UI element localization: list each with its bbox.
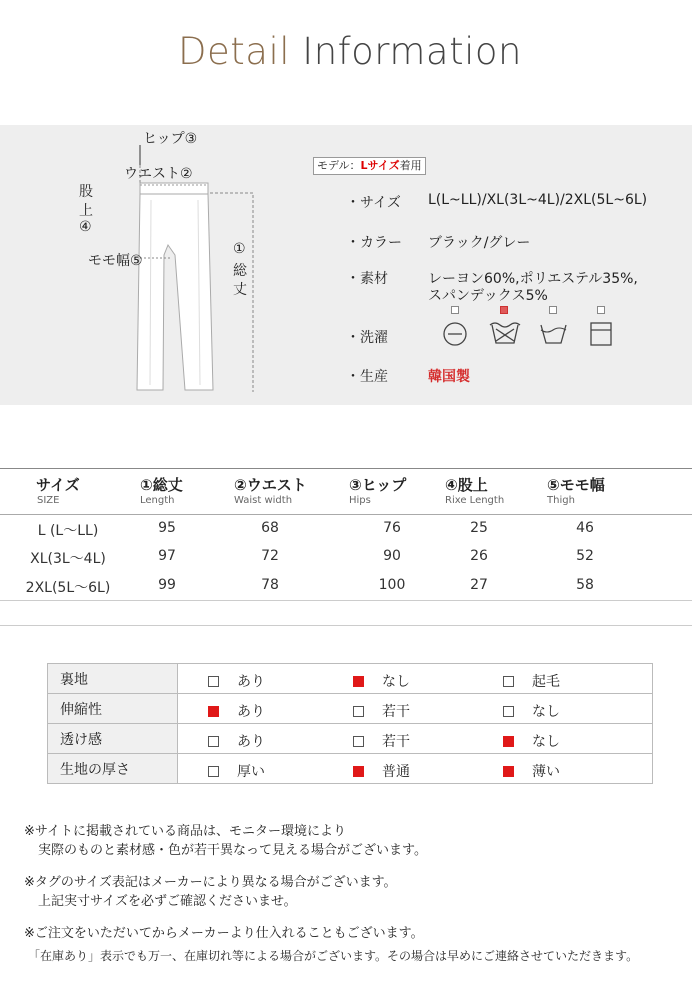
checked-box-icon	[353, 766, 364, 777]
fabric-row-label: 裏地	[48, 664, 178, 694]
fabric-option	[503, 701, 560, 721]
spec-material-key: ・素材	[346, 271, 388, 287]
size-col-header: ①総丈	[140, 476, 183, 494]
fabric-option	[208, 731, 265, 751]
fabric-option	[353, 731, 410, 751]
title-information: Information	[302, 30, 522, 73]
length-label-3: 丈	[233, 282, 247, 298]
model-prefix: モデル：	[317, 159, 361, 172]
size-col-subheader: Hips	[349, 495, 371, 506]
fabric-options	[178, 754, 653, 784]
fabric-option	[503, 671, 560, 691]
spec-material-value-2: スパンデックス5%	[428, 288, 548, 304]
size-col-header: ④股上	[445, 476, 488, 494]
spec-size-key: ・サイズ	[346, 195, 401, 211]
spec-wash-key: ・洗濯	[346, 330, 388, 346]
size-cell: 95	[158, 520, 176, 536]
model-suffix: 着用	[399, 159, 422, 172]
title-detail: Detail	[178, 30, 291, 73]
fabric-option	[353, 761, 410, 781]
fabric-option-label: 薄い	[532, 764, 560, 780]
rise-label-2: 上	[79, 203, 93, 219]
no-bleach-icon	[541, 325, 566, 343]
size-col-header: ③ヒップ	[349, 476, 407, 494]
size-cell: 26	[470, 548, 488, 564]
fabric-option	[208, 701, 265, 721]
spec-color-value: ブラック/グレー	[428, 235, 531, 251]
size-col-header: サイズ	[36, 476, 80, 494]
note-1-line-2: 実際のものと素材感・色が若干異なって見える場合がございます。	[38, 843, 427, 858]
rise-label-3: ④	[79, 219, 92, 235]
hip-label: ヒップ③	[143, 131, 198, 147]
size-cell: 100	[378, 577, 406, 593]
size-col-subheader: Thigh	[547, 495, 575, 506]
fabric-row-label: 生地の厚さ	[48, 754, 178, 784]
fabric-option-label: なし	[382, 674, 410, 690]
unchecked-box-icon	[353, 736, 364, 747]
size-col-subheader: Length	[140, 495, 175, 506]
note-2-line-1: ※タグのサイズ表記はメーカーにより異なる場合がございます。	[24, 875, 397, 890]
length-label-1: ①	[233, 241, 246, 257]
fabric-option	[208, 671, 265, 691]
fabric-row	[48, 694, 653, 724]
size-col-header: ②ウエスト	[234, 476, 307, 494]
note-3-line-2: 「在庫あり」表示でも万一、在庫切れ等による場合がございます。その場合は早めにご連絡させていただきます。	[28, 949, 639, 963]
thigh-label: モモ幅⑤	[88, 253, 143, 269]
note-2-line-2: 上記実寸サイズを必ずご確認くださいませ。	[38, 894, 297, 909]
spec-origin-value: 韓国製	[428, 369, 470, 385]
size-col-header: ⑤モモ幅	[547, 476, 605, 494]
size-table-header-border	[0, 514, 692, 515]
fabric-options	[178, 664, 653, 694]
fabric-options	[178, 724, 653, 754]
spec-color-key: ・カラー	[346, 235, 402, 251]
fabric-row	[48, 754, 653, 784]
fabric-option	[503, 731, 560, 751]
fabric-row-label: 伸縮性	[48, 694, 178, 724]
size-cell: 99	[158, 577, 176, 593]
model-size: Lサイズ	[360, 159, 400, 172]
size-table-bottom-border	[0, 600, 692, 601]
size-row-label: L (L～LL)	[37, 523, 99, 539]
fabric-option	[353, 671, 410, 691]
size-cell: 72	[261, 548, 279, 564]
length-label-2: 総	[233, 263, 247, 279]
unchecked-box-icon	[353, 706, 364, 717]
rise-label-1: 股	[79, 184, 93, 200]
size-cell: 78	[261, 577, 279, 593]
wash-icons	[0, 0, 700, 420]
size-cell: 52	[576, 548, 594, 564]
fabric-option-label: なし	[532, 704, 560, 720]
hand-wash-icon	[444, 323, 466, 345]
fabric-option-label: あり	[237, 734, 265, 750]
size-row-label: XL(3L～4L)	[30, 551, 106, 567]
note-3-line-1: ※ご注文をいただいてからメーカーより仕入れることもございます。	[24, 926, 424, 941]
size-row-label: 2XL(5L～6L)	[25, 580, 111, 596]
fabric-option	[208, 761, 265, 781]
notes	[24, 822, 638, 966]
fabric-row	[48, 664, 653, 694]
unchecked-box-icon	[208, 766, 219, 777]
checked-box-icon	[208, 706, 219, 717]
size-col-subheader: Waist width	[234, 495, 293, 506]
size-cell: 25	[470, 520, 488, 536]
size-cell: 46	[576, 520, 594, 536]
fabric-option	[503, 761, 560, 781]
spec-size-value: L(L~LL)/XL(3L~4L)/2XL(5L~6L)	[428, 192, 648, 208]
waist-label: ウエスト②	[124, 166, 193, 182]
fabric-table	[47, 663, 653, 784]
fabric-option-label: あり	[237, 704, 265, 720]
size-table-divider	[0, 625, 692, 626]
size-cell: 27	[470, 577, 488, 593]
fabric-option-label: 厚い	[237, 764, 265, 780]
fabric-row-label: 透け感	[48, 724, 178, 754]
fabric-option-label: 起毛	[532, 674, 560, 690]
unchecked-box-icon	[208, 736, 219, 747]
dry-icon	[591, 323, 611, 345]
machine-wash-icon	[490, 323, 520, 343]
spec-origin-key: ・生産	[346, 369, 388, 385]
checked-box-icon	[353, 676, 364, 687]
size-cell: 90	[383, 548, 401, 564]
fabric-option-label: なし	[532, 734, 560, 750]
size-col-subheader: Rixe Length	[445, 495, 505, 506]
size-cell: 58	[576, 577, 594, 593]
unchecked-box-icon	[503, 706, 514, 717]
fabric-options	[178, 694, 653, 724]
size-cell: 76	[383, 520, 401, 536]
fabric-option-label: 若干	[382, 734, 410, 750]
unchecked-box-icon	[208, 676, 219, 687]
spec-material-value-1: レーヨン60%,ポリエステル35%,	[428, 271, 638, 287]
fabric-row	[48, 724, 653, 754]
size-cell: 97	[158, 548, 176, 564]
size-table-top-border	[0, 468, 692, 469]
fabric-option-label: 普通	[382, 764, 410, 780]
unchecked-box-icon	[503, 676, 514, 687]
note-1-line-1: ※サイトに掲載されている商品は、モニター環境により	[24, 824, 346, 839]
size-cell: 68	[261, 520, 279, 536]
checked-box-icon	[503, 766, 514, 777]
size-col-subheader: SIZE	[37, 495, 60, 506]
fabric-option-label: 若干	[382, 704, 410, 720]
fabric-option	[353, 701, 410, 721]
fabric-option-label: あり	[237, 674, 265, 690]
checked-box-icon	[503, 736, 514, 747]
